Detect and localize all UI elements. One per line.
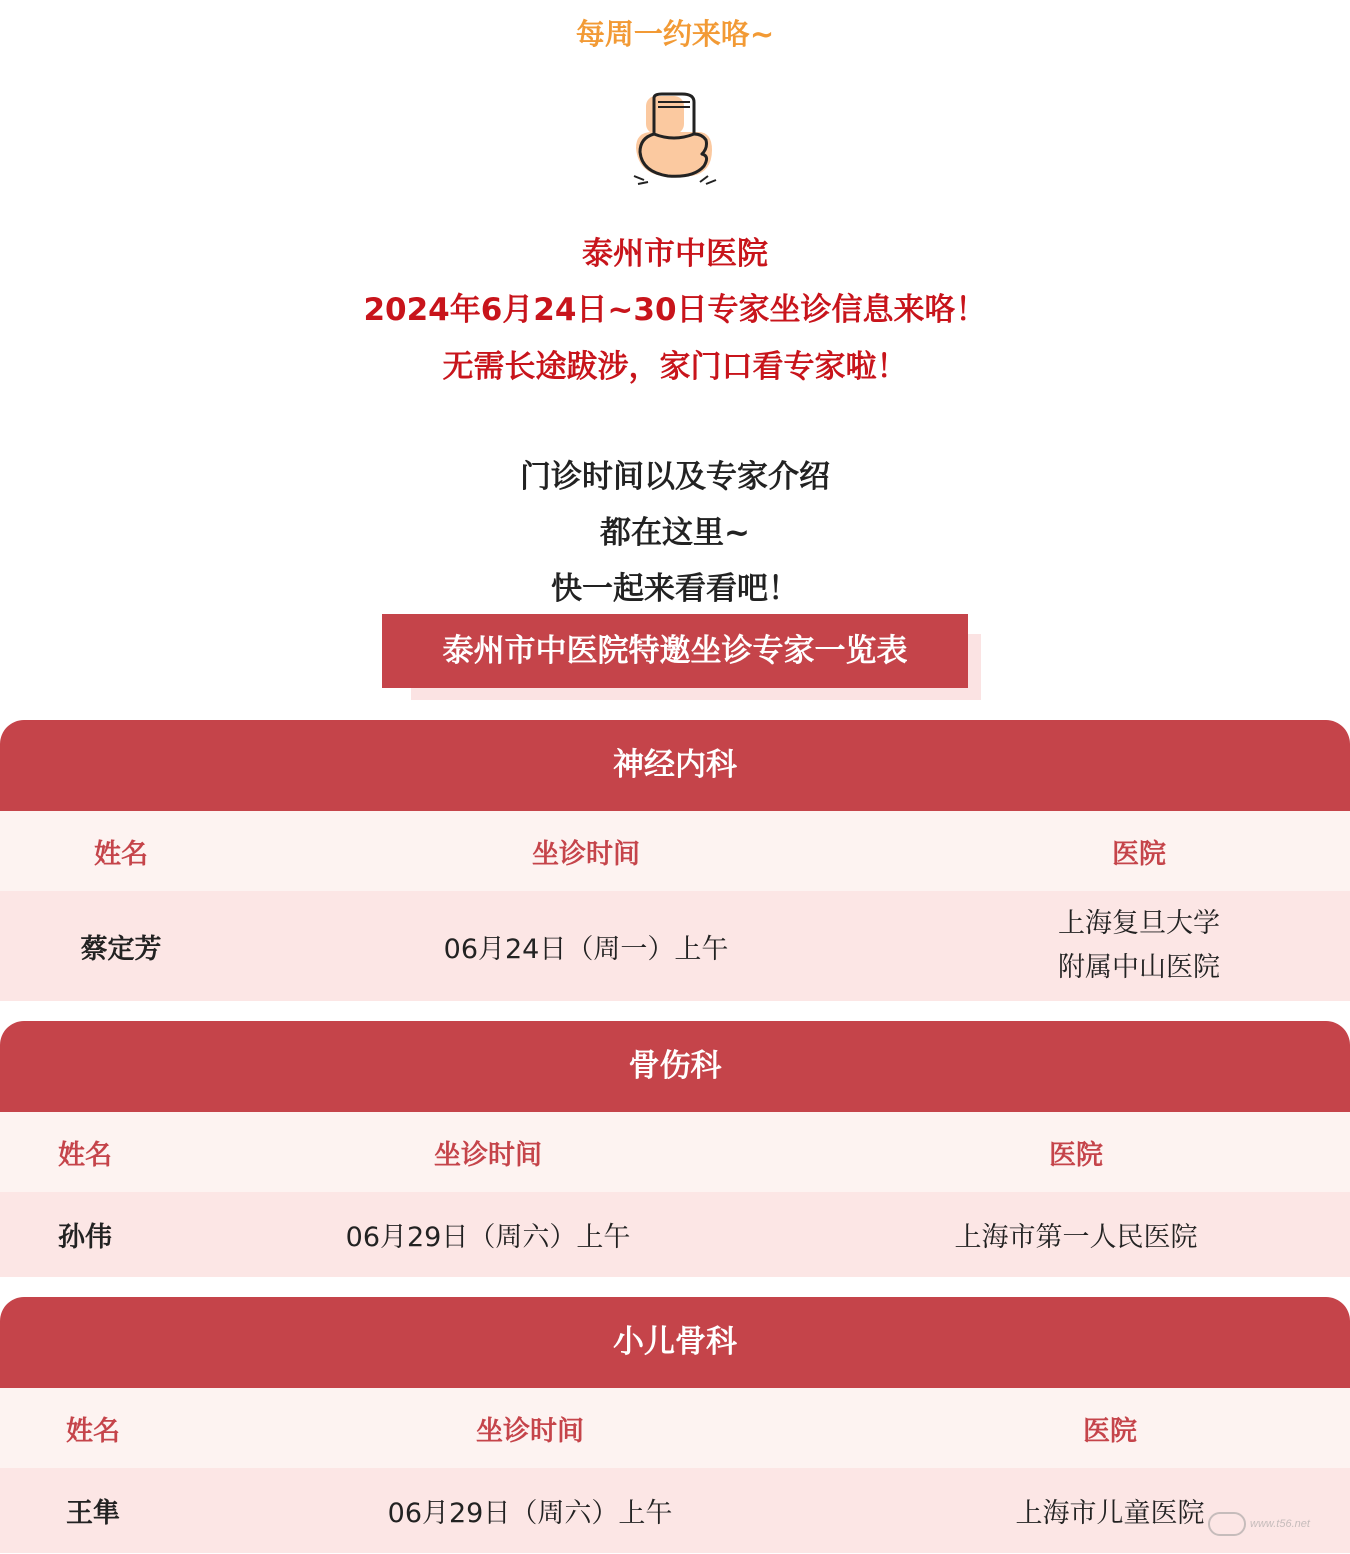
table-row xyxy=(0,1468,1350,1553)
hospital-line-2: 附属中山医院 xyxy=(1058,952,1220,983)
col-time-header: 坐诊时间 xyxy=(476,1415,584,1447)
headline-dates: 2024年6月24日~30日专家坐诊信息来咯！ xyxy=(363,292,987,328)
doctor-name: 蔡定芳 xyxy=(80,933,162,965)
col-time-header: 坐诊时间 xyxy=(532,838,640,870)
doctor-name: 王隼 xyxy=(66,1498,120,1529)
department-title: 神经内科 xyxy=(0,720,1350,811)
department-neurology xyxy=(0,720,1350,1001)
hospital-line-1: 上海复旦大学 xyxy=(1058,908,1220,939)
hospital-cell: 上海市儿童医院 xyxy=(1015,1498,1205,1529)
table-row xyxy=(0,1192,1350,1277)
hospital-cell: 上海市第一人民医院 xyxy=(954,1222,1198,1253)
expert-list-banner: 泰州市中医院特邀坐诊专家一览表 xyxy=(382,614,968,688)
hospital-cell xyxy=(938,891,1340,1001)
department-title: 骨伤科 xyxy=(0,1021,1350,1112)
department-pediatric-orthopedics xyxy=(0,1297,1350,1553)
watermark-logo-icon xyxy=(1208,1512,1246,1536)
watermark xyxy=(1208,1510,1338,1538)
col-hospital-header: 医院 xyxy=(1083,1415,1137,1447)
doctor-name: 孙伟 xyxy=(58,1222,112,1253)
department-orthopedics xyxy=(0,1021,1350,1277)
hospital-title: 泰州市中医院 xyxy=(582,236,768,272)
col-hospital-header: 医院 xyxy=(1049,1139,1103,1171)
table-row xyxy=(0,891,1350,1001)
visit-time: 06月24日（周一）上午 xyxy=(443,933,729,965)
hand-pointing-icon xyxy=(628,92,722,188)
col-time-header: 坐诊时间 xyxy=(434,1139,542,1171)
col-name-header: 姓名 xyxy=(94,838,148,870)
col-name-header: 姓名 xyxy=(58,1139,112,1171)
tagline: 每周一约来咯~ xyxy=(575,17,775,51)
col-name-header: 姓名 xyxy=(66,1415,120,1447)
visit-time: 06月29日（周六）上午 xyxy=(345,1222,631,1253)
intro-line-1: 门诊时间以及专家介绍 xyxy=(520,459,830,495)
table-header-row xyxy=(0,811,1350,891)
table-header-row xyxy=(0,1388,1350,1468)
col-hospital-header: 医院 xyxy=(1112,838,1166,870)
watermark-text: www.t56.net xyxy=(1250,1518,1310,1530)
department-title: 小儿骨科 xyxy=(0,1297,1350,1388)
intro-line-3: 快一起来看看吧！ xyxy=(551,571,799,607)
intro-line-2: 都在这里~ xyxy=(600,515,750,551)
headline-slogan: 无需长途跋涉，家门口看专家啦！ xyxy=(442,349,908,385)
visit-time: 06月29日（周六）上午 xyxy=(387,1498,673,1529)
table-header-row xyxy=(0,1112,1350,1192)
